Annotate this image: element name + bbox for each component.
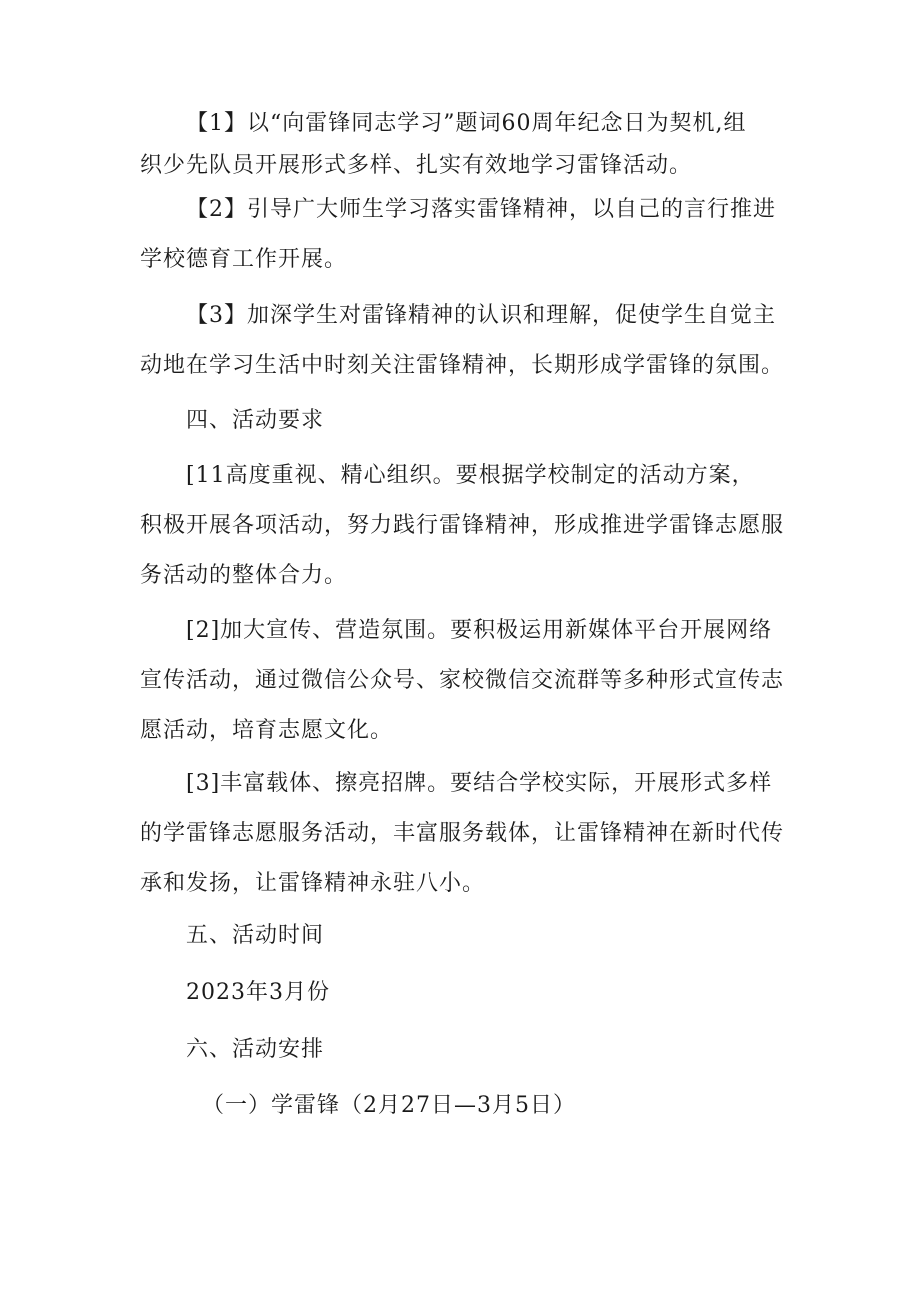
text-line: 动地在学习生活中时刻关注雷锋精神，长期形成学雷锋的氛围。 <box>140 353 785 378</box>
paragraph-requirement-2 <box>140 610 800 752</box>
text-line: [2]加大宣传、营造氛围。要积极运用新媒体平台开展网络 <box>186 618 773 643</box>
text-line: 积极开展各项活动，努力践行雷锋精神，形成推进学雷锋志愿服 <box>140 513 785 538</box>
text-line: 承和发扬，让雷锋精神永驻八小。 <box>140 871 486 896</box>
subsection-heading-learn-leifeng <box>140 1085 800 1127</box>
text-line: 宣传活动，通过微信公众号、家校微信交流群等多种形式宣传志 <box>140 668 785 693</box>
paragraph-requirement-3 <box>140 763 800 905</box>
text-line: 的学雷锋志愿服务活动，丰富服务载体，让雷锋精神在新时代传 <box>140 821 785 846</box>
section-heading-time <box>140 915 800 957</box>
paragraph-goal-2 <box>140 189 800 281</box>
activity-date <box>140 972 800 1014</box>
text-line: [3]丰富载体、擦亮招牌。要结合学校实际，开展形式多样 <box>186 771 773 796</box>
text-line: 【2】引导广大师生学习落实雷锋精神，以自己的言行推进 <box>186 197 776 222</box>
text-line: 务活动的整体合力。 <box>140 563 348 588</box>
text-line: 【1】以“向雷锋同志学习”题词60周年纪念日为契机,组 <box>186 111 747 136</box>
text-line: 【3】加深学生对雷锋精神的认识和理解，促使学生自觉主 <box>186 303 776 328</box>
section-heading-requirements <box>140 400 800 442</box>
paragraph-goal-3 <box>140 295 800 387</box>
subsection-heading: （一）学雷锋（2月27日—3月5日） <box>202 1093 576 1118</box>
section-heading: 六、活动安排 <box>186 1037 325 1062</box>
text-line: 2023年3月份 <box>186 980 330 1005</box>
paragraph-goal-1 <box>140 103 800 187</box>
section-heading: 四、活动要求 <box>186 408 325 433</box>
section-heading-arrangement <box>140 1029 800 1071</box>
paragraph-requirement-1 <box>140 455 800 597</box>
text-line: 织少先队员开展形式多样、扎实有效地学习雷锋活动。 <box>140 153 693 178</box>
text-line: [11高度重视、精心组织。要根据学校制定的活动方案， <box>186 463 755 488</box>
text-line: 学校德育工作开展。 <box>140 247 348 272</box>
section-heading: 五、活动时间 <box>186 923 325 948</box>
text-line: 愿活动，培育志愿文化。 <box>140 718 394 743</box>
